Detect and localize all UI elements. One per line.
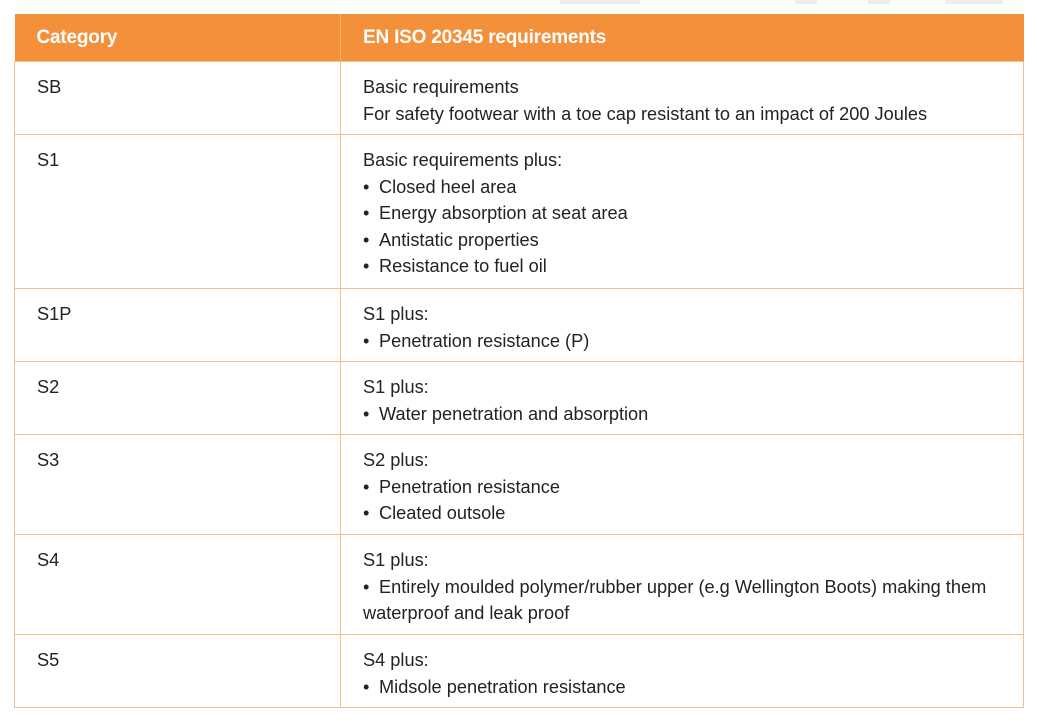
requirements-cell [341, 135, 1024, 289]
column-header-category: Category [15, 14, 341, 62]
requirement-intro: S2 plus: [363, 450, 429, 470]
requirements-cell [341, 62, 1024, 135]
table-row [15, 435, 1024, 535]
requirement-bullet: • Energy absorption at seat area [363, 200, 1011, 227]
requirements-table-container [14, 14, 1023, 707]
requirement-intro: Basic requirements plus: [363, 150, 563, 170]
edge-mark [945, 0, 1003, 4]
requirement-intro: S1 plus: [363, 550, 429, 570]
edge-mark [560, 0, 640, 4]
requirement-bullet: • Resistance to fuel oil [363, 253, 1011, 280]
requirement-intro: Basic requirements [363, 77, 519, 97]
requirement-intro: S4 plus: [363, 650, 429, 670]
category-cell: S1 [15, 135, 341, 289]
category-cell: SB [15, 62, 341, 135]
category-cell: S1P [15, 289, 341, 362]
top-edge-marks [0, 0, 1037, 12]
category-cell: S5 [15, 635, 341, 708]
category-cell: S3 [15, 435, 341, 535]
table-row [15, 635, 1024, 708]
table-row [15, 362, 1024, 435]
category-cell: S4 [15, 535, 341, 635]
requirements-cell [341, 635, 1024, 708]
category-cell: S2 [15, 362, 341, 435]
requirements-cell [341, 435, 1024, 535]
requirement-bullet: • Water penetration and absorption [363, 401, 1011, 428]
requirement-bullet: • Midsole penetration resistance [363, 674, 1011, 701]
requirement-bullet: • Penetration resistance [363, 474, 1011, 501]
requirement-intro: S1 plus: [363, 377, 429, 397]
table-row [15, 62, 1024, 135]
table-row [15, 289, 1024, 362]
requirement-detail: For safety footwear with a toe cap resistant to an impact of 200 Joules [363, 103, 928, 124]
requirement-bullet: • Cleated outsole [363, 500, 1011, 527]
requirement-intro: S1 plus: [363, 304, 429, 324]
requirement-bullet: • Entirely moulded polymer/rubber upper (e.g Wellington Boots) making them waterproof and leak proof [363, 574, 1011, 627]
requirements-cell [341, 289, 1024, 362]
requirements-cell [341, 535, 1024, 635]
edge-mark [868, 0, 890, 4]
requirement-bullet: • Antistatic properties [363, 227, 1011, 254]
requirements-table [14, 14, 1024, 708]
requirement-bullet: • Penetration resistance (P) [363, 328, 1011, 355]
requirements-cell [341, 362, 1024, 435]
column-header-requirements: EN ISO 20345 requirements [341, 14, 1024, 62]
table-row [15, 535, 1024, 635]
requirement-bullet: • Closed heel area [363, 174, 1011, 201]
table-header-row [15, 14, 1024, 62]
table-row [15, 135, 1024, 289]
edge-mark [795, 0, 817, 4]
